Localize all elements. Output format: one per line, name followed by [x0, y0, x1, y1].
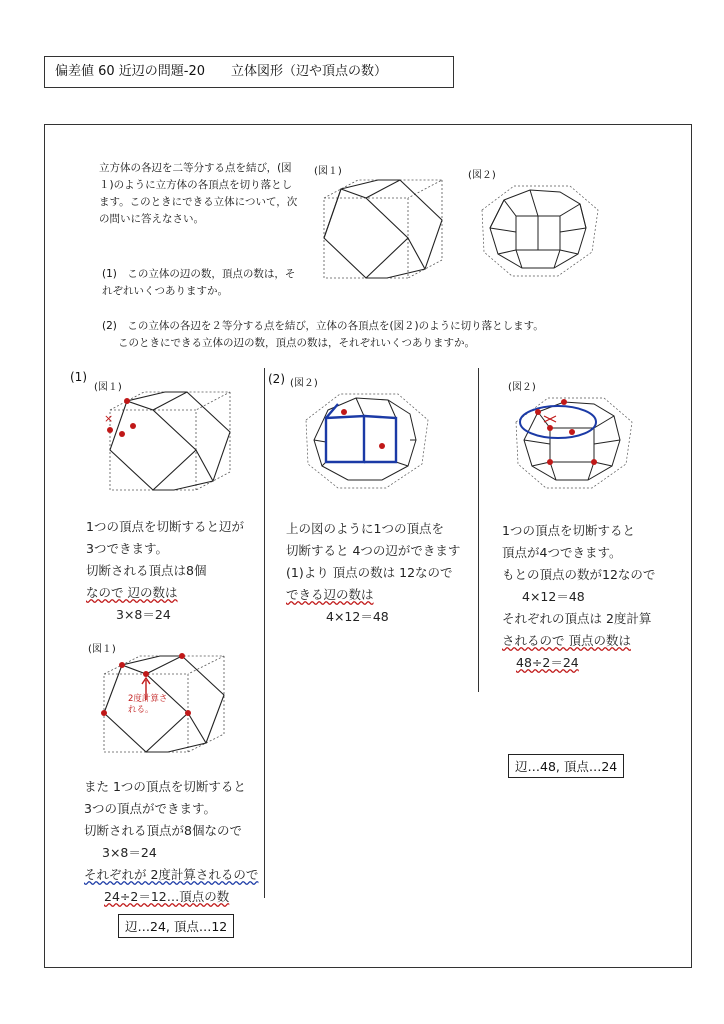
section-divider-1	[264, 368, 265, 898]
solution-3-figure	[510, 392, 640, 492]
solution-2-figure	[298, 388, 438, 492]
solution-1-figure-2-note: 2度計算される。	[128, 694, 168, 715]
solution-1-line-2: 3つの頂点ができます。	[84, 801, 216, 816]
solution-3-line: 48÷2＝24	[516, 655, 579, 670]
problem-intro: 立方体の各辺を二等分する点を結び，(図１)のように立方体の各頂点を切り落とします。このときにできる立体について，次の問いに答えなさい。	[99, 162, 298, 225]
solution-3-figure-label: (図２)	[508, 382, 536, 393]
figure-2-label: (図２)	[468, 170, 496, 181]
problem-question-2	[102, 318, 662, 352]
problem-question-2-line2: このときにできる立体の辺の数，頂点の数は，それぞれいくつありますか。	[118, 337, 475, 349]
solution-2-line: 切断すると 4つの辺ができます	[286, 543, 461, 558]
solution-1-figure-2-label: (図１)	[88, 644, 116, 655]
figure-1-cuboctahedron	[318, 176, 448, 282]
solution-3-line: 4×12＝48	[522, 589, 585, 604]
solution-1-line-2: また 1つの頂点を切断すると	[84, 779, 246, 794]
worksheet-title: 偏差値 60 近辺の問題-20 立体図形（辺や頂点の数）	[44, 56, 454, 88]
solution-2-number: (2)	[268, 372, 285, 386]
solution-3-line: されるので 頂点の数は	[502, 633, 631, 648]
solution-1-line-2: それぞれが 2度計算されるので	[84, 867, 259, 882]
solution-2-line: (1)より 頂点の数は 12なので	[286, 565, 453, 580]
solution-1-line: 3×8＝24	[116, 607, 171, 622]
solution-1-line: 1つの頂点を切断すると辺が	[86, 519, 244, 534]
solution-3-line: 1つの頂点を切断すると	[502, 523, 635, 538]
solution-2-line: 4×12＝48	[326, 609, 389, 624]
solution-2-explanation	[286, 518, 460, 628]
solution-3-line: 頂点が4つできます。	[502, 545, 622, 560]
solution-1-line: なので 辺の数は	[86, 585, 178, 600]
section-divider-2	[478, 368, 479, 692]
problem-question-2-line1: (2) この立体の各辺を２等分する点を結び，立体の各頂点を(図２)のように切り落とします。	[102, 320, 544, 332]
solution-1-answer: 辺…24, 頂点…12	[118, 914, 234, 938]
solution-1-line-2: 24÷2＝12…頂点の数	[104, 889, 230, 904]
solution-3-line: それぞれの頂点は 2度計算	[502, 611, 652, 626]
solution-1-explanation	[86, 516, 244, 626]
solution-1-figure-2	[96, 652, 240, 756]
solution-1-explanation-2	[84, 776, 258, 908]
solution-2-line: 上の図のように1つの頂点を	[286, 521, 444, 536]
solution-1-line-2: 切断される頂点が8個なので	[84, 823, 242, 838]
solution-1-figure	[100, 388, 240, 496]
solution-2-figure-label: (図２)	[290, 378, 318, 389]
solution-3-explanation	[502, 520, 655, 674]
solution-1-line: 切断される頂点は8個	[86, 563, 207, 578]
problem-question-1: (1) この立体の辺の数，頂点の数は，それぞれいくつありますか。	[102, 268, 296, 297]
solution-3-answer: 辺…48, 頂点…24	[508, 754, 624, 778]
solution-2-line: できる辺の数は	[286, 587, 374, 602]
solution-1-number: (1)	[70, 370, 87, 384]
solution-1-line: 3つできます。	[86, 541, 168, 556]
solution-3-line: もとの頂点の数が12なので	[502, 567, 656, 582]
figure-1-label: (図１)	[314, 166, 342, 177]
solution-1-line-2: 3×8＝24	[102, 845, 157, 860]
svg-text:×: ×	[104, 412, 114, 425]
solution-1-figure-label: (図１)	[94, 382, 122, 393]
figure-2-truncated-solid	[474, 180, 604, 280]
